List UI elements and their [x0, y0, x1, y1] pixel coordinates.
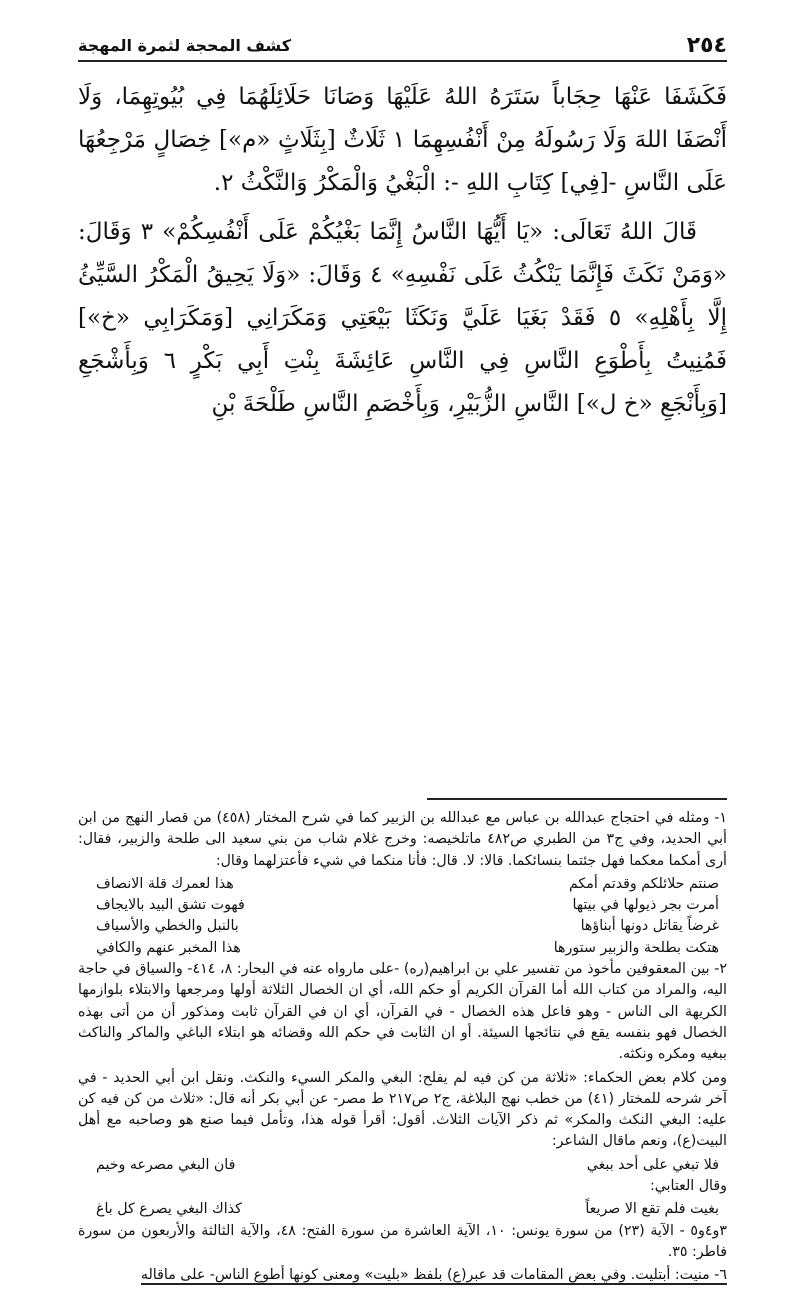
paragraph: فَكَشَفَا عَنْهَا حِجَاباً سَتَرَهُ اللهُ عَلَيْهَا وَصَانَا حَلَائِلَهُمَا فِي بُيُوتِهِمَا، وَلَا أَنْصَفَا اللهَ وَلَا رَسُولَهُ مِنْ أَنْفُسِهِمَا ١ ثَلَاثٌ [بِثَلَاثٍ «م»] خِصَالٍ مَرْجِعُهَا عَلَى النَّاسِ -[فِي] كِتَابِ اللهِ -: الْبَغْيُ وَالْمَكْرُ وَالنَّكْثُ ٢.	[78, 84, 727, 196]
footnote-1: ١- ومثله في احتجاج عبدالله بن عباس مع عبدالله بن الزبير كما في شرح المختار (٤٥٨) من قصار النهج من ابن أبي الحديد، وفي ج٣ من الطبري ص٤٨٢ ماتلخيصه: وخرج غلام شاب من بني سعيد الى طلحة والزبير، فقال: أرى أمكما معكما فهل جئتما بنسائكما. قالا: لا. قال: فأنا منكما في شيء فأعتزلهما وقال:	[78, 810, 727, 869]
poem-line	[78, 874, 727, 895]
footnote-2-continued: ومن كلام بعض الحكماء: «ثلاثة من كن فيه لم يفلح: البغي والمكر السيء والنكث. ونقل ابن أبي الحديد - في آخر شرحه للمختار (٤١) من خطب نهج البلاغة، ج٢ ص٢١٧ ط مصر- عن أبي بكر أنه قال: «ثلاث من كن فيه كن عليه: البغي النكث والمكر» ثم ذكر الآيات الثلاث. أقول: أقرأ قوله هذا، وتأمل فيما صنع هو وصاحبه مع أهل البيت(ع)، ونعم ماقال الشاعر:	[78, 1069, 727, 1150]
poem-line	[78, 916, 727, 937]
hemistich: غرضاً يقاتل دونها أبناؤها	[580, 918, 719, 935]
hemistich: فان البغي مصرعه وخيم	[96, 1156, 236, 1173]
running-title: كشف المحجة لثمرة المهجة	[78, 35, 292, 55]
hemistich: كذاك البغي يصرع كل باغ	[96, 1201, 242, 1218]
hemistich: بغيت فلم تقع الا صريعاً	[585, 1201, 719, 1218]
hemistich: هتكت بطلحة والزبير ستورها	[553, 939, 719, 956]
page-number: ٢٥٤	[686, 32, 727, 58]
footnote-6: ٦- منيت: أبتليت. وفي بعض المقامات قد عبر(ع) بلفظ «بليت» ومعنى كونها أطوع الناس- على ماقاله	[140, 1267, 727, 1284]
footnote-3-4-5: ٣و٤و٥ - الآية (٢٣) من سورة يونس: ١٠، الآية العاشرة من سورة الفتح: ٤٨، والآية الثالثة والأربعون من سورة فاطر: ٣٥.	[78, 1222, 727, 1260]
page-header	[78, 30, 727, 62]
hemistich: هذا المخبر عنهم والكافي	[96, 939, 241, 956]
footnote-separator	[427, 798, 727, 800]
hemistich: فهوت تشق البيد بالايجاف	[96, 897, 245, 914]
main-text	[78, 76, 727, 432]
hemistich: فلا تبغي على أحد ببغي	[586, 1156, 719, 1173]
footnote-6-container	[78, 1265, 727, 1286]
poem-line	[78, 938, 727, 959]
paragraph: قَالَ اللهُ تَعَالَى: «يَا أَيُّهَا النَّاسُ إِنَّمَا بَغْيُكُمْ عَلَى أَنْفُسِكُمْ» ٣ وَقَالَ: «وَمَنْ نَكَثَ فَإِنَّمَا يَنْكُثُ عَلَى نَفْسِهِ» ٤ وَقَالَ: «وَلَا يَحِيقُ الْمَكْرُ السَّيِّئُ إِلَّا بِأَهْلِهِ» ٥ فَقَدْ بَغَيَا عَلَيَّ وَنَكَثَا بَيْعَتِي وَمَكَرَانِي [وَمَكَرَابِي «خ»] فَمُنِيتُ بِأَطْوَعِ النَّاسِ فِي النَّاسِ عَائِشَةَ بِنْتِ أَبِي بَكْرٍ ٦ وَبِأَشْجَعِ [وَبِأَنْجَعِ «خ ل»] النَّاسِ الزُّبَيْرِ، وَبِأَخْصَمِ النَّاسِ طَلْحَةَ بْنِ	[78, 219, 727, 417]
hemistich: بالنبل والخطي والأسياف	[96, 918, 239, 935]
hemistich: هذا لعمرك قلة الانصاف	[96, 875, 234, 892]
poem-line	[78, 1199, 727, 1220]
hemistich: صنتم حلائلكم وقدتم أمكم	[568, 875, 719, 892]
footnotes	[78, 808, 727, 1289]
poem-line	[78, 1155, 727, 1176]
poem-line	[78, 895, 727, 916]
hemistich: أمرت بجر ذيولها في بيتها	[572, 897, 719, 914]
footnote-2-attribution: وقال العتابي:	[649, 1178, 727, 1195]
footnote-2: ٢- بين المعقوفين مأخوذ من تفسير علي بن ابراهيم(ره) -على مارواه عنه في البحار: ٨، ٤١٤- والسياق في حاجة اليه، والمراد من كتاب الله أما القرآن الكريم أو حكم الله، أي ان الخصال الثلاثة أولها ومرجعها والابتلاء بلوازمها الكريهة الى الناس - وهو فاعل هذه الخصال - في القرآن، أي ان في القرآن ثابت ومذكور أن من أتى بهذه الخصال فهو بنفسه يقع في نتائجها السيئة. أو ان الثابت في حكم الله وقضائه هو ابتلاء الباغي والماكر والناكث ببغيه ومكره ونكثه.	[78, 961, 727, 1063]
